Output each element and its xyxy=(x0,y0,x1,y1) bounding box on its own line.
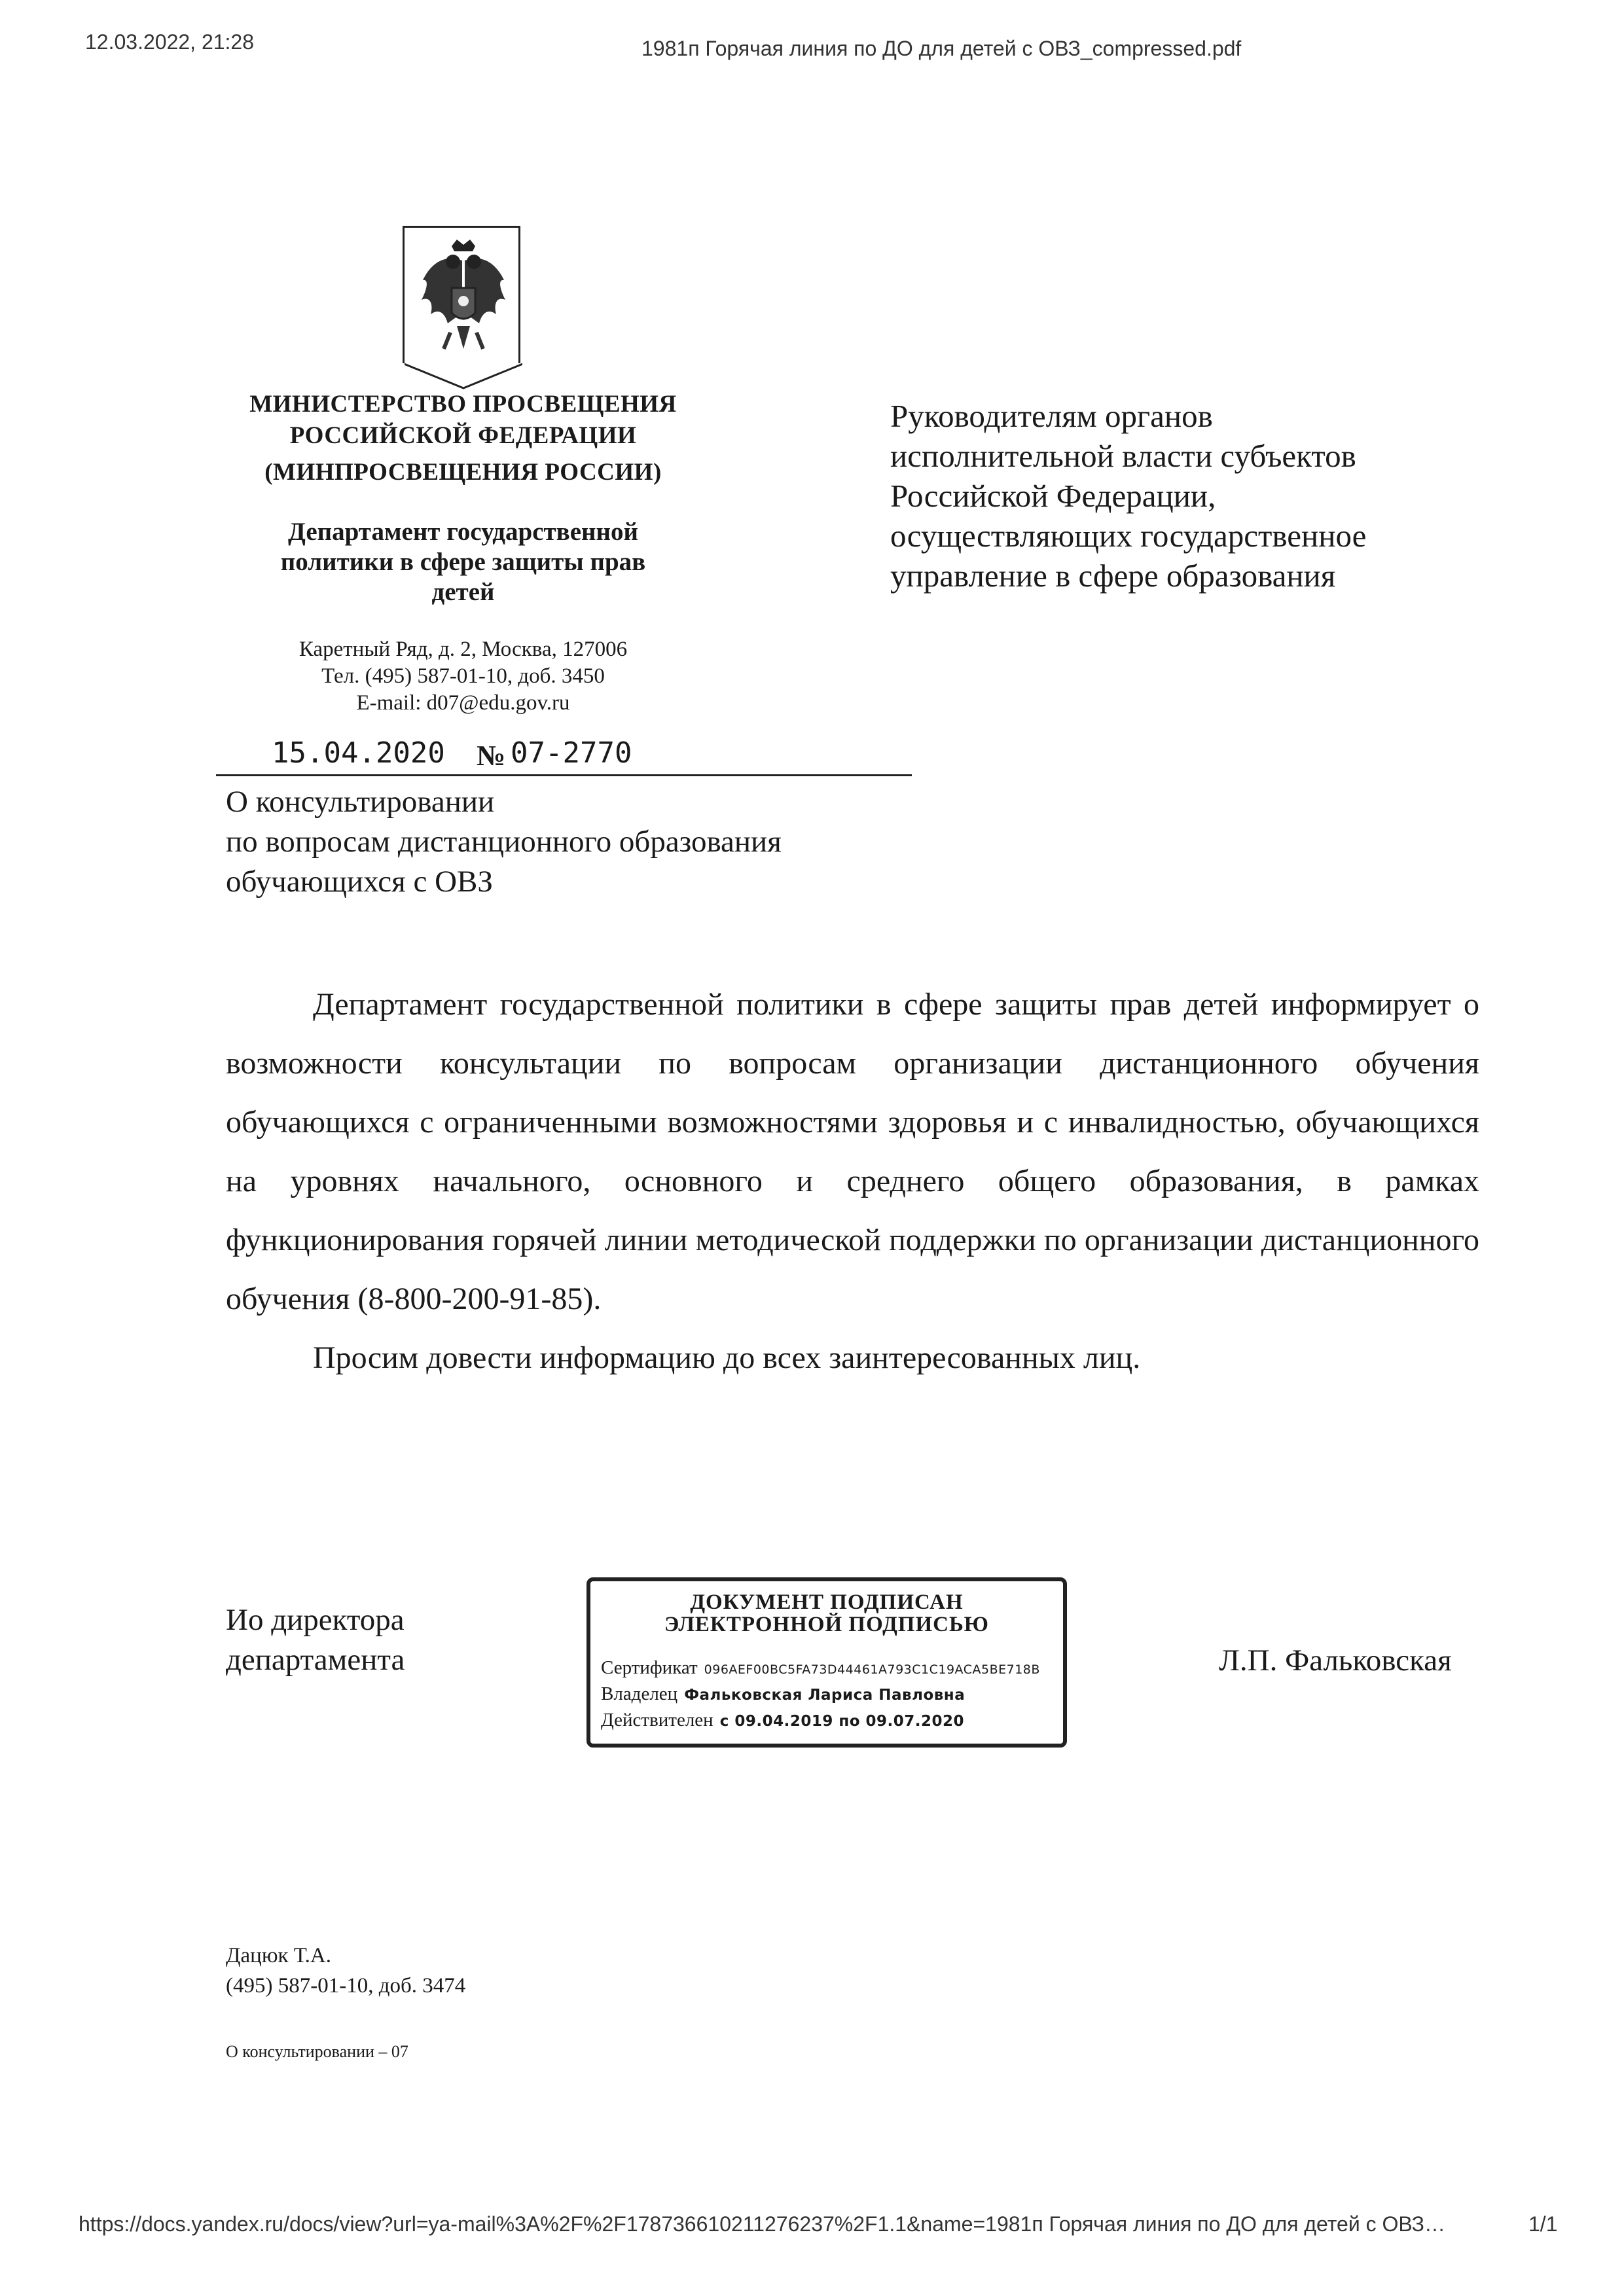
stamp-certificate xyxy=(601,1657,1040,1679)
letter-body xyxy=(226,975,1479,1388)
recipient-line: Руководителям органов xyxy=(890,398,1213,434)
ministry-line: (МИНПРОСВЕЩЕНИЯ РОССИИ) xyxy=(264,459,662,486)
ministry-line: РОССИЙСКОЙ ФЕДЕРАЦИИ xyxy=(289,422,637,449)
print-title: 1981п Горячая линия по ДО для детей с ОВЗ_compressed.pdf xyxy=(641,37,1242,60)
print-datetime: 12.03.2022, 21:28 xyxy=(85,30,255,54)
letter-subject xyxy=(226,782,782,902)
signatory-name: Л.П. Фальковская xyxy=(1219,1643,1452,1677)
signatory-title-line: департамента xyxy=(226,1643,405,1677)
stamp-certificate-value: 096AEF00BC5FA73D44461A793C1C19ACA5BE718B xyxy=(704,1662,1040,1677)
ministry-line: МИНИСТЕРСТВО ПРОСВЕЩЕНИЯ xyxy=(249,391,677,418)
recipient-line: исполнительной власти субъектов xyxy=(890,438,1356,474)
phone-line: Тел. (495) 587-01-10, доб. 3450 xyxy=(321,664,605,688)
department-line: детей xyxy=(431,578,495,606)
subject-line: обучающихся с ОВЗ xyxy=(226,865,493,899)
department-line: Департамент государственной xyxy=(288,518,638,546)
stamp-owner-label: Владелец xyxy=(601,1683,678,1704)
stamp-certificate-label: Сертификат xyxy=(601,1657,698,1678)
russian-coat-of-arms-icon xyxy=(403,226,520,363)
file-note: О консультировании – 07 xyxy=(226,2042,408,2061)
department-name xyxy=(223,517,704,607)
stamp-owner xyxy=(601,1683,965,1705)
address-line: Каретный Ряд, д. 2, Москва, 127006 xyxy=(298,637,628,661)
body-paragraph: Просим довести информацию до всех заинтересованных лиц. xyxy=(313,1340,1141,1375)
department-line: политики в сфере защиты прав xyxy=(280,548,646,576)
executor-info xyxy=(226,1941,465,2001)
stamp-validity xyxy=(601,1710,964,1731)
department-address xyxy=(223,636,704,717)
body-paragraph: Департамент государственной политики в сфере защиты прав детей информирует о возможности консультации по вопросам организации дистанционного обучения обучающихся с ограниченными возможностями здоровья и с инвалидностью, обучающихся на уровнях начального, основного и среднего общего образования, в рамках функционирования горячей линии методической поддержки по организации дистанционного обучения (8-800-200-91-85). xyxy=(226,987,1479,1316)
recipient-block xyxy=(890,396,1366,596)
recipient-line: управление в сфере образования xyxy=(890,558,1336,594)
stamp-title-line: ДОКУМЕНТ ПОДПИСАН xyxy=(690,1590,964,1614)
registration-number-label: № xyxy=(477,740,506,772)
stamp-title-line: ЭЛЕКТРОННОЙ ПОДПИСЬЮ xyxy=(664,1613,989,1636)
executor-phone: (495) 587-01-10, доб. 3474 xyxy=(226,1974,466,1998)
registration-line xyxy=(216,736,694,776)
registration-date: 15.04.2020 xyxy=(272,736,445,770)
stamp-validity-label: Действителен xyxy=(601,1710,713,1731)
signatory-title-line: Ио директора xyxy=(226,1603,405,1637)
subject-line: по вопросам дистанционного образования xyxy=(226,825,782,859)
email-line: E-mail: d07@edu.gov.ru xyxy=(356,691,570,715)
subject-line: О консультировании xyxy=(226,785,495,819)
print-url: https://docs.yandex.ru/docs/view?url=ya-mail%3A%2F%2F178736610211276237%2F1.1&name=1981п Горячая линия по ДО для детей с ОВЗ… xyxy=(79,2212,1445,2236)
electronic-signature-stamp xyxy=(586,1577,1067,1748)
stamp-owner-value: Фальковская Лариса Павловна xyxy=(684,1687,965,1704)
executor-name: Дацюк Т.А. xyxy=(226,1944,331,1967)
recipient-line: осуществляющих государственное xyxy=(890,518,1367,554)
stamp-validity-value: с 09.04.2019 по 09.07.2020 xyxy=(719,1713,965,1730)
recipient-line: Российской Федерации, xyxy=(890,478,1216,514)
signatory-title xyxy=(226,1600,405,1680)
ministry-name xyxy=(223,389,704,488)
registration-number: 07-2770 xyxy=(511,736,632,770)
print-page-number: 1/1 xyxy=(1528,2212,1558,2236)
